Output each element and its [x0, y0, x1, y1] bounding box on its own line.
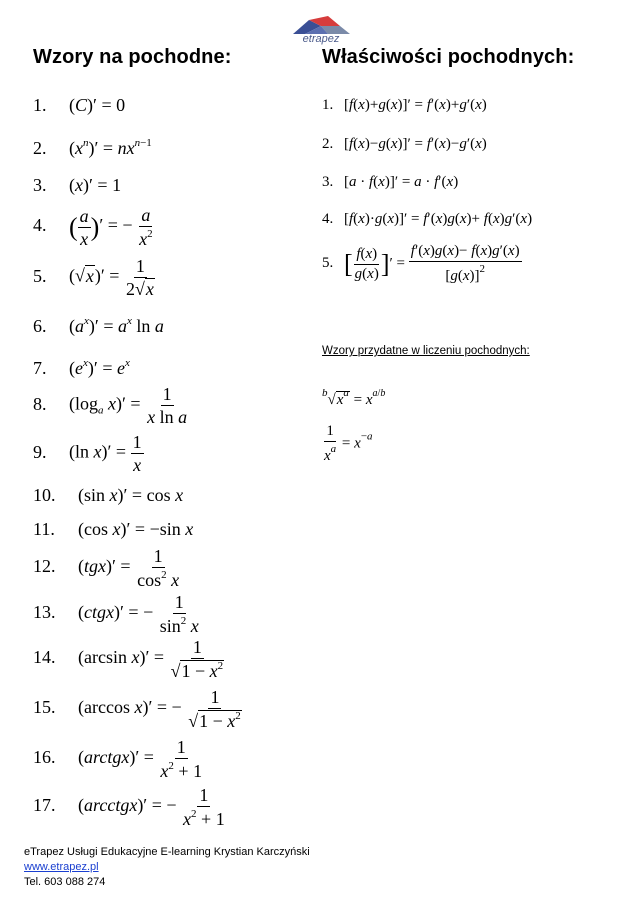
- formula-3: 3. (x)′ = 1: [33, 175, 122, 195]
- formula-14: 14. (arcsin x)′ = $\frac{1}{√1 - x^2}$: [33, 637, 224, 681]
- formula-17: 17. (arcctgx)′ = − $\frac{1}{x^2 + 1}$: [33, 785, 225, 829]
- formula-2: 2. $(x^n)' = nx^{n-1}$: [33, 137, 152, 158]
- formula-7: 7. $(e^x)' = e^x$: [33, 357, 130, 378]
- formula-12: 12. (tgx)′ = $\frac{1}{\cos^2 x}$: [33, 546, 180, 590]
- formula-5: 5. (√x)′ = $\frac{1}{2√x}$: [33, 256, 154, 299]
- formula-1: 1. (C)′ = 0: [33, 95, 126, 115]
- etrapez-logo: [276, 14, 366, 46]
- formula-15: 15. (arccos x)′ = − $\frac{1}{√1 - x^2}$: [33, 687, 241, 731]
- formula-9: 9. (ln x)′ = $\frac{1}{x}$: [33, 432, 142, 475]
- formula-11: 11. (cos x)′ = −sin x: [33, 519, 194, 539]
- helpers-title: Wzory przydatne w liczeniu pochodnych:: [322, 345, 530, 357]
- footer-phone: Tel. 603 088 274: [24, 876, 106, 888]
- footer-link[interactable]: www.etrapez.pl: [24, 861, 99, 873]
- property-1-sum: 1. [f(x)+g(x)]′ = f′(x)+g′(x): [322, 97, 487, 113]
- formula-8: 8. ($\log_a$ x)′ = $\frac{1}{\text{x ln a}}$: [33, 384, 188, 427]
- helper-negative-power: $\frac{1}{x^a}$ = $x^{-a}$: [324, 423, 373, 464]
- formula-4: 4. ( $\frac{a}{x}$ )′ = − $\frac{a}{x^2}$: [33, 205, 153, 249]
- property-5-quotient: 5. [ $\frac{f(x)}{g(x)}$ ]′ = $\frac{f'(x)g(x)- f(x)g'(x)}{[g(x)]^2}$: [322, 243, 520, 284]
- formula-6: 6. $(a^x)' = a^x$ ln a: [33, 315, 164, 336]
- formula-16: 16. (arctgx)′ = $\frac{1}{x^2 + 1}$: [33, 737, 203, 781]
- helper-root-power: $^b√x^a = x^{a/b}$: [322, 387, 386, 408]
- logo-text: etrapez: [302, 33, 340, 45]
- property-4-product: 4. [f(x)·g(x)]′ = f′(x)g(x)+ f(x)g′(x): [322, 211, 533, 227]
- heading-derivative-formulas: Wzory na pochodne:: [33, 46, 232, 68]
- formula-10: 10. (sin x)′ = cos x: [33, 485, 184, 505]
- formula-13: 13. (ctgx)′ = − $\frac{1}{\sin^2 x}$: [33, 592, 199, 636]
- property-2-difference: 2. [f(x)−g(x)]′ = f′(x)−g′(x): [322, 136, 487, 152]
- footer-company: eTrapez Usługi Edukacyjne E-learning Krystian Karczyński: [24, 846, 310, 858]
- property-3-constant: 3. [a · f(x)]′ = a · f′(x): [322, 174, 459, 190]
- heading-derivative-properties: Właściwości pochodnych:: [322, 46, 575, 68]
